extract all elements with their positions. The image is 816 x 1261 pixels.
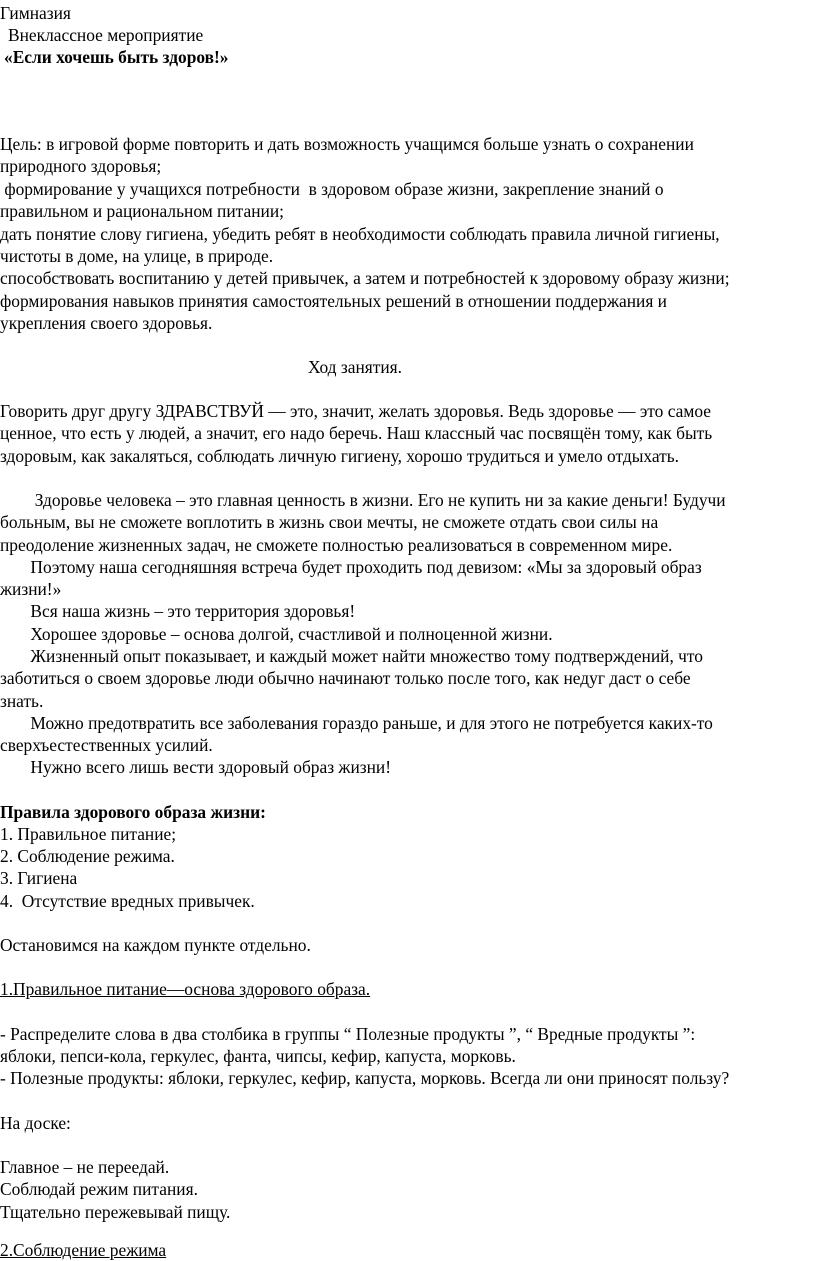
section2-heading: 2.Соблюдение режима <box>0 1240 167 1260</box>
goal-line: формирование у учащихся потребности в здоровом образе жизни, закрепление знаний о <box>0 179 664 199</box>
intro-line: ценное, что есть у людей, а значит, его надо беречь. Наш классный час посвящён тому, как быть <box>0 423 713 443</box>
document-title: «Если хочешь быть здоров!» <box>4 47 229 67</box>
goal-line: природного здоровья; <box>0 156 162 176</box>
rules-item: 1. Правильное питание; <box>0 824 177 844</box>
event-type: Внеклассное мероприятие <box>8 25 204 45</box>
body-line: Хорошее здоровье – основа долгой, счастливой и полноценной жизни. <box>0 624 553 644</box>
rules-item: 3. Гигиена <box>0 868 78 888</box>
section1-heading: 1.Правильное питание—основа здорового образа. <box>0 979 371 999</box>
rules-item: 4. Отсутствие вредных привычек. <box>0 891 255 911</box>
body-line: преодоление жизненных задач, не сможете полностью реализоваться в современном мире. <box>0 535 673 555</box>
goal-line: правильном и рациональном питании; <box>0 201 284 221</box>
task-line: яблоки, пепси-кола, геркулес, фанта, чипсы, кефир, капуста, морковь. <box>0 1046 516 1066</box>
body-line: больным, вы не сможете воплотить в жизнь свои мечты, не сможете отдать свои силы на <box>0 512 659 532</box>
goal-line: Цель: в игровой форме повторить и дать возможность учащимся больше узнать о сохранении <box>0 134 694 154</box>
goal-line: чистоты в доме, на улице, в природе. <box>0 246 274 266</box>
rules-heading: Правила здорового образа жизни: <box>0 802 266 822</box>
body-line: Можно предотвратить все заболевания гораздо раньше, и для этого не потребуется каких-то <box>0 713 713 733</box>
body-line: Нужно всего лишь вести здоровый образ жизни! <box>0 757 392 777</box>
intro-line: здоровым, как закаляться, соблюдать личную гигиену, хорошо трудиться и умело отдыхать. <box>0 446 680 466</box>
intro-line: Говорить друг другу ЗДРАВСТВУЙ — это, значит, желать здоровья. Ведь здоровье — это самое <box>0 401 711 421</box>
goal-line: формирования навыков принятия самостоятельных решений в отношении поддержания и <box>0 291 667 311</box>
body-line: жизни!» <box>0 579 62 599</box>
body-line: знать. <box>0 691 44 711</box>
board-line: Тщательно пережевывай пищу. <box>0 1202 231 1222</box>
school-name: Гимназия <box>0 3 71 23</box>
body-line: заботиться о своем здоровье люди обычно начинают только после того, как недуг даст о себе <box>0 668 691 688</box>
board-line: Главное – не переедай. <box>0 1157 170 1177</box>
body-line: Вся наша жизнь – это территория здоровья! <box>0 601 356 621</box>
task-line: - Полезные продукты: яблоки, геркулес, кефир, капуста, морковь. Всегда ли они приносят пользу? <box>0 1068 730 1088</box>
lesson-heading: Ход занятия. <box>308 357 403 377</box>
body-line: Жизненный опыт показывает, и каждый может найти множество тому подтверждений, что <box>0 646 703 666</box>
body-line: сверхъестественных усилий. <box>0 735 213 755</box>
body-line: Здоровье человека – это главная ценность в жизни. Его не купить ни за какие деньги! Будучи <box>0 490 726 510</box>
rules-item: 2. Соблюдение режима. <box>0 846 175 866</box>
goal-line: способствовать воспитанию у детей привычек, а затем и потребностей к здоровому образу жизни; <box>0 268 730 288</box>
board-label: На доске: <box>0 1113 71 1133</box>
body-line: Поэтому наша сегодняшняя встреча будет проходить под девизом: «Мы за здоровый образ <box>0 557 702 577</box>
board-line: Соблюдай режим питания. <box>0 1179 198 1199</box>
stop-line: Остановимся на каждом пункте отдельно. <box>0 935 311 955</box>
goal-line: укрепления своего здоровья. <box>0 313 213 333</box>
goal-line: дать понятие слову гигиена, убедить ребят в необходимости соблюдать правила личной гигиены, <box>0 224 720 244</box>
task-line: - Распределите слова в два столбика в группы “ Полезные продукты ”, “ Вредные продукты ”: <box>0 1024 696 1044</box>
